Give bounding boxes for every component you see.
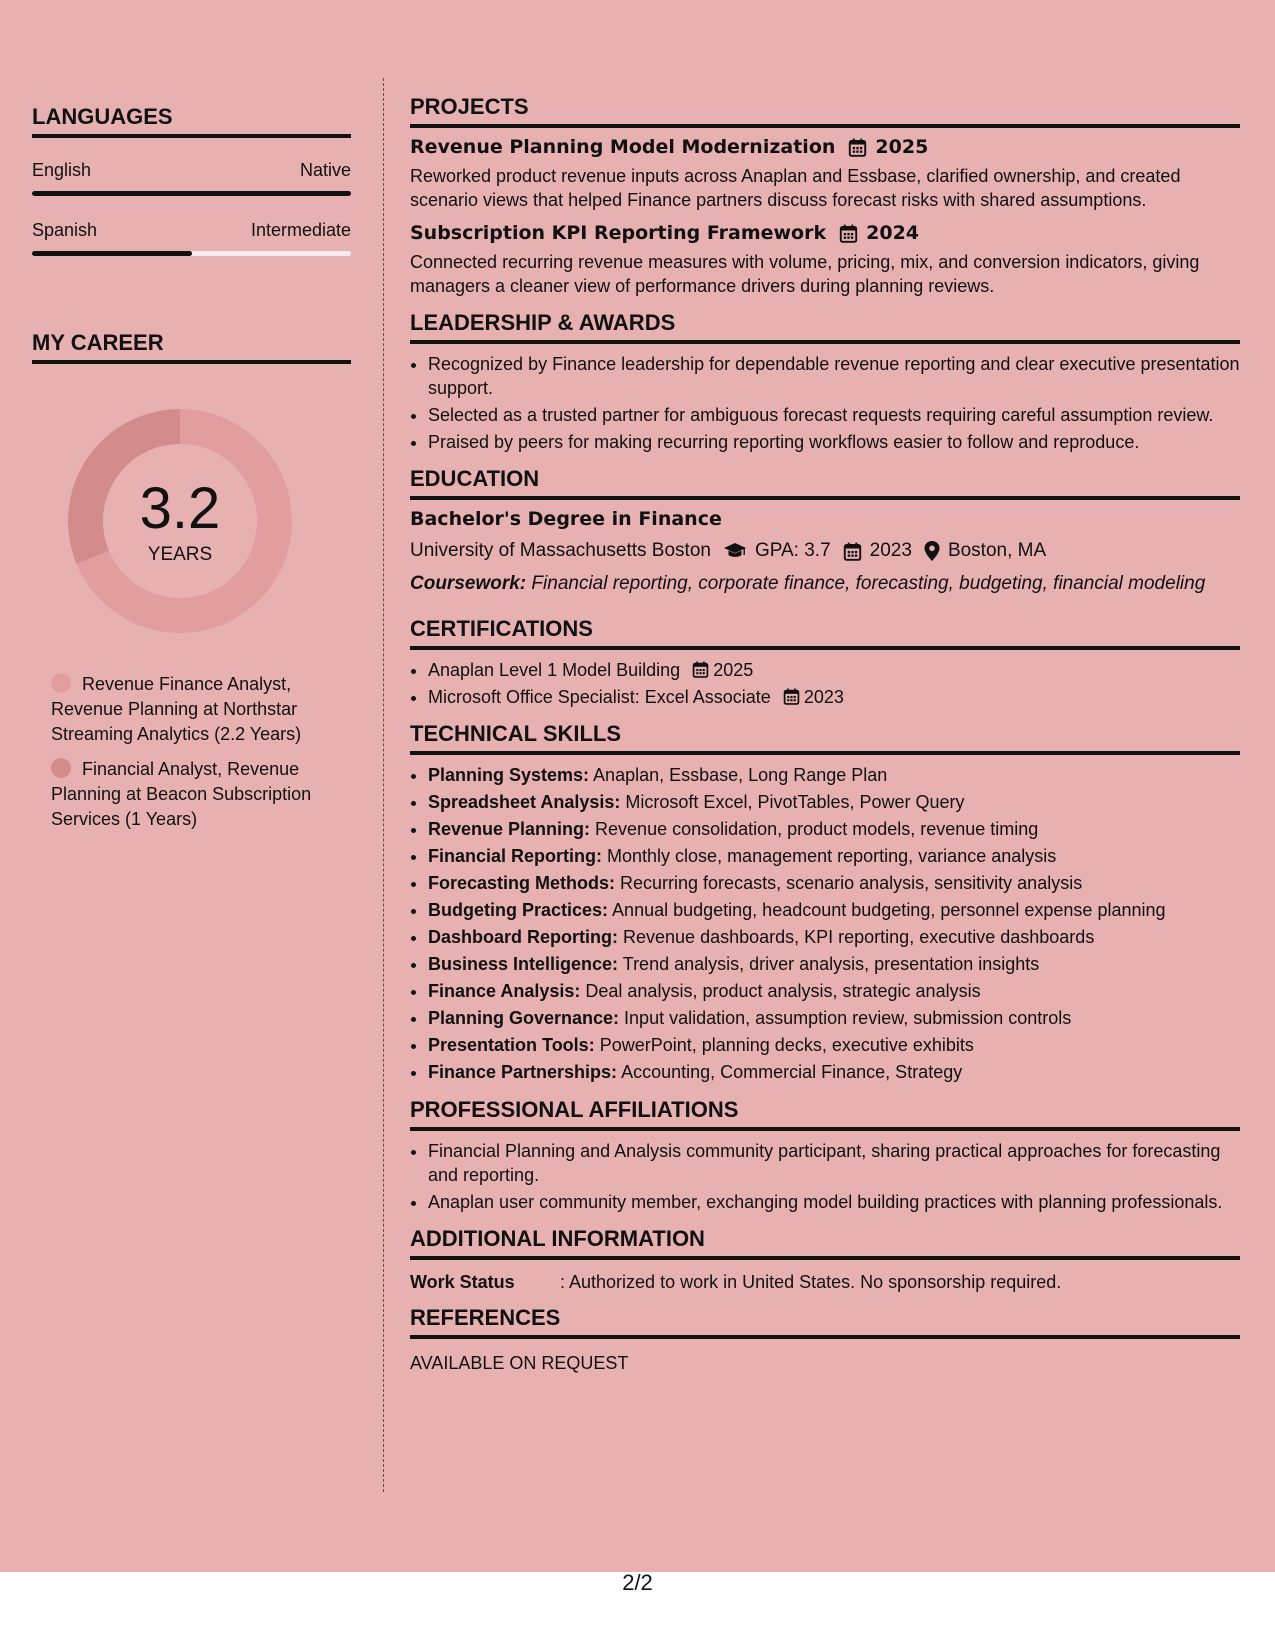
project-year: 2024	[866, 222, 920, 244]
language-proficiency-fill	[32, 251, 192, 256]
skill-label: Planning Systems:	[428, 765, 590, 785]
skill-value: Monthly close, management reporting, variance analysis	[602, 846, 1057, 866]
page-number: 2/2	[622, 1570, 653, 1595]
skill-item	[428, 763, 1240, 788]
career-total-unit: YEARS	[147, 544, 213, 565]
skill-value: PowerPoint, planning decks, executive exhibits	[594, 1035, 974, 1055]
location-pin-icon	[924, 541, 940, 561]
affiliations-list	[410, 1139, 1240, 1214]
skill-value: Deal analysis, product analysis, strategic analysis	[580, 981, 981, 1001]
project-title: Revenue Planning Model Modernization	[410, 136, 836, 158]
project-year: 2025	[875, 136, 929, 158]
skill-label: Finance Analysis:	[428, 981, 581, 1001]
skill-label: Financial Reporting:	[428, 846, 603, 866]
certification-year: 2023	[803, 687, 844, 707]
skill-item	[428, 844, 1240, 869]
calendar-icon	[692, 661, 709, 678]
school-name: University of Massachusetts Boston	[410, 540, 711, 561]
project-description: Reworked product revenue inputs across Anaplan and Essbase, clarified ownership, and created scenario views that helped Finance partners discuss forecast risks with shared assumptions.	[410, 166, 1181, 210]
skill-label: Spreadsheet Analysis:	[428, 792, 621, 812]
certification-item	[428, 685, 1240, 709]
legend-dot	[51, 673, 71, 693]
skill-label: Planning Governance:	[428, 1008, 620, 1028]
coursework-text: Financial reporting, corporate finance, forecasting, budgeting, financial modeling	[526, 573, 1206, 594]
certification-name: Microsoft Office Specialist: Excel Associate	[428, 687, 771, 707]
career-donut-chart	[65, 406, 295, 636]
project-title: Subscription KPI Reporting Framework	[410, 222, 827, 244]
project-item	[410, 222, 1240, 298]
skill-item	[428, 817, 1240, 842]
projects-section	[410, 94, 1240, 298]
additional-info-section	[410, 1226, 1240, 1293]
legend-dot	[51, 758, 71, 778]
calendar-icon	[839, 224, 858, 243]
graduation-year: 2023	[869, 540, 912, 561]
leadership-heading: LEADERSHIP & AWARDS	[410, 310, 1240, 344]
work-status-label: Work Status	[410, 1272, 515, 1292]
affiliations-heading: PROFESSIONAL AFFILIATIONS	[410, 1097, 1240, 1131]
skill-value: Accounting, Commercial Finance, Strategy	[617, 1062, 963, 1082]
language-proficiency-bar	[32, 191, 351, 196]
calendar-icon	[783, 688, 800, 705]
skill-item	[428, 1060, 1240, 1085]
language-proficiency-bar	[32, 251, 351, 256]
leadership-section	[410, 310, 1240, 454]
skill-item	[428, 952, 1240, 977]
column-divider	[383, 78, 384, 1492]
career-total	[65, 476, 295, 566]
language-level: Intermediate	[250, 220, 351, 240]
main-column	[410, 94, 1240, 1386]
certifications-section	[410, 616, 1240, 709]
leadership-list	[410, 352, 1240, 454]
skill-value: Recurring forecasts, scenario analysis, sensitivity analysis	[615, 873, 1083, 893]
skill-item	[428, 1006, 1240, 1031]
career-role-text: Financial Analyst, Revenue Planning at Beacon Subscription Services (1 Years)	[51, 759, 312, 829]
calendar-icon	[843, 542, 862, 561]
career-heading: MY CAREER	[32, 330, 351, 364]
career-legend-item	[51, 672, 341, 747]
project-description: Connected recurring revenue measures with volume, pricing, mix, and conversion indicators, giving managers a cleaner view of performance drivers during planning reviews.	[410, 252, 1200, 296]
certification-name: Anaplan Level 1 Model Building	[428, 660, 681, 680]
skill-value: Revenue dashboards, KPI reporting, executive dashboards	[618, 927, 1095, 947]
skill-label: Business Intelligence:	[428, 954, 619, 974]
language-name: English	[32, 160, 92, 180]
skill-item	[428, 790, 1240, 815]
projects-heading: PROJECTS	[410, 94, 1240, 128]
leadership-item: • Selected as a trusted partner for ambiguous forecast requests requiring careful assumption review.	[428, 403, 1240, 427]
skills-list	[410, 763, 1240, 1085]
degree-title: Bachelor's Degree in Finance	[410, 508, 722, 530]
references-text: AVAILABLE ON REQUEST	[410, 1353, 629, 1373]
coursework	[410, 572, 1240, 596]
skill-label: Forecasting Methods:	[428, 873, 616, 893]
languages-heading: LANGUAGES	[32, 104, 351, 138]
skill-value: Input validation, assumption review, submission controls	[619, 1008, 1072, 1028]
skills-section	[410, 721, 1240, 1085]
coursework-label: Coursework:	[410, 573, 527, 594]
career-legend-item	[51, 757, 341, 832]
additional-info-heading: ADDITIONAL INFORMATION	[410, 1226, 1240, 1260]
leadership-item: • Recognized by Finance leadership for dependable revenue reporting and clear executive presentation support.	[428, 352, 1240, 400]
skill-label: Finance Partnerships:	[428, 1062, 618, 1082]
language-item	[32, 160, 351, 196]
education-details	[410, 540, 1240, 562]
calendar-icon	[848, 138, 867, 157]
skill-label: Revenue Planning:	[428, 819, 591, 839]
references-section	[410, 1305, 1240, 1374]
skill-label: Dashboard Reporting:	[428, 927, 619, 947]
education-heading: EDUCATION	[410, 466, 1240, 500]
affiliations-section	[410, 1097, 1240, 1214]
skill-value: Anaplan, Essbase, Long Range Plan	[589, 765, 888, 785]
skill-item	[428, 871, 1240, 896]
skills-heading: TECHNICAL SKILLS	[410, 721, 1240, 755]
skill-label: Budgeting Practices:	[428, 900, 609, 920]
skill-item	[428, 898, 1240, 923]
skill-value: Trend analysis, driver analysis, presentation insights	[618, 954, 1040, 974]
language-item	[32, 220, 351, 256]
skill-value: Revenue consolidation, product models, revenue timing	[590, 819, 1039, 839]
skill-value: Annual budgeting, headcount budgeting, personnel expense planning	[608, 900, 1166, 920]
affiliation-item: • Anaplan user community member, exchanging model building practices with planning professionals.	[428, 1190, 1240, 1214]
skill-value: Microsoft Excel, PivotTables, Power Query	[620, 792, 965, 812]
affiliation-item: • Financial Planning and Analysis community participant, sharing practical approaches for forecasting and reporting.	[428, 1139, 1240, 1187]
certification-year: 2025	[713, 660, 754, 680]
skill-label: Presentation Tools:	[428, 1035, 595, 1055]
skill-item	[428, 979, 1240, 1004]
graduation-cap-icon	[723, 542, 747, 560]
career-total-value: 3.2	[139, 476, 221, 541]
language-name: Spanish	[32, 220, 98, 240]
certifications-list	[410, 658, 1240, 709]
education-section	[410, 466, 1240, 596]
gpa: GPA: 3.7	[754, 540, 831, 561]
work-status-value: : Authorized to work in United States. No sponsorship required.	[560, 1272, 1062, 1292]
work-status-row	[410, 1272, 1240, 1293]
project-item	[410, 136, 1240, 212]
skill-item	[428, 925, 1240, 950]
education-location: Boston, MA	[947, 540, 1047, 561]
language-proficiency-fill	[32, 191, 351, 196]
language-level: Native	[299, 160, 351, 180]
sidebar	[32, 104, 351, 832]
career-role-text: Revenue Finance Analyst, Revenue Planning at Northstar Streaming Analytics (2.2 Years)	[51, 674, 302, 744]
leadership-item: • Praised by peers for making recurring reporting workflows easier to follow and reproduce.	[428, 430, 1240, 454]
certifications-heading: CERTIFICATIONS	[410, 616, 1240, 650]
skill-item	[428, 1033, 1240, 1058]
certification-item	[428, 658, 1240, 682]
references-heading: REFERENCES	[410, 1305, 1240, 1339]
